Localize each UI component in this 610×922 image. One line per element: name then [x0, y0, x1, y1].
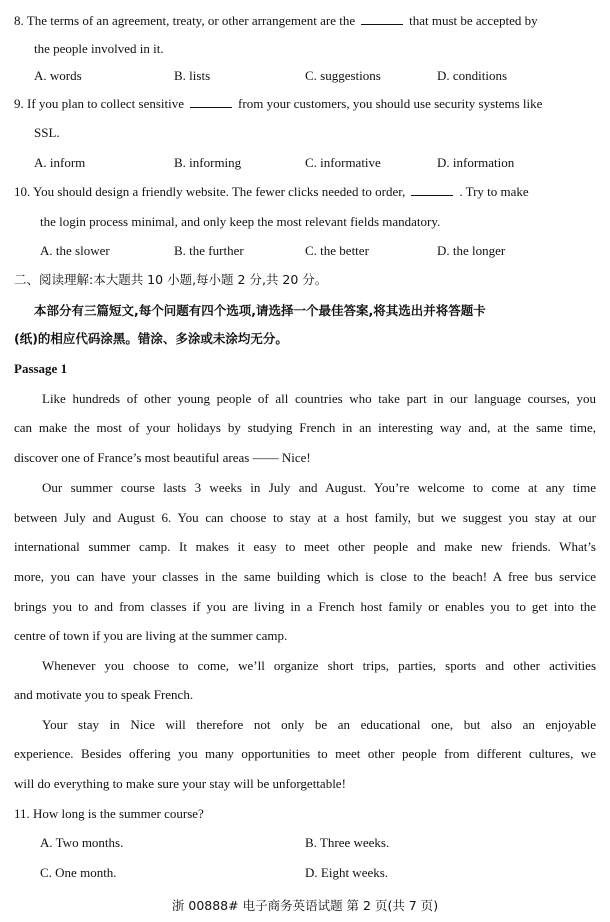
question-10-text-a: 10. You should design a friendly website. The fewer clicks needed to order, [14, 184, 406, 199]
question-10-text-b: . Try to make [459, 184, 529, 199]
question-10-option-b: B. the further [174, 243, 244, 258]
question-10-option-c: C. the better [305, 243, 369, 258]
passage-line: centre of town if you are living at the summer camp. [14, 628, 288, 643]
question-9-stem [14, 96, 542, 112]
question-8-option-a: A. words [34, 68, 82, 83]
section-instructions-line1: 本部分有三篇短文,每个问题有四个选项,请选择一个最佳答案,将其选出并将答题卡 [34, 303, 486, 318]
passage-line: and motivate you to speak French. [14, 687, 194, 702]
passage-line: Your stay in Nice will therefore not only be an educational one, but also an enjoyable [42, 717, 596, 732]
question-9-option-d: D. information [437, 155, 515, 170]
question-8-text-a: 8. The terms of an agreement, treaty, or other arrangement are the [14, 13, 356, 28]
question-9-option-c: C. informative [305, 155, 381, 170]
question-9-text-b: from your customers, you should use security systems like [238, 96, 543, 111]
passage-line: between July and August 6. You can choose to stay at a host family, but we suggest you stay at our [14, 510, 596, 525]
passage-line: Like hundreds of other young people of all countries who take part in our language courses, you [42, 391, 596, 406]
question-10-stem [14, 184, 529, 200]
question-10-stem-cont: the login process minimal, and only keep the most relevant fields mandatory. [40, 214, 441, 229]
section-instructions-line2: (纸)的相应代码涂黑。错涂、多涂或未涂均无分。 [14, 331, 288, 346]
question-10-option-a: A. the slower [40, 243, 110, 258]
question-11-option-d: D. Eight weeks. [305, 865, 389, 880]
question-8-option-c: C. suggestions [305, 68, 381, 83]
passage-line: can make the most of your holidays by studying French in an interesting way and, at the same time, [14, 420, 596, 435]
question-11-option-a: A. Two months. [40, 835, 124, 850]
question-8-stem [14, 13, 538, 29]
answer-blank [361, 14, 403, 25]
question-8-text-b: that must be accepted by [409, 13, 538, 28]
passage-line: international summer camp. It makes it easy to meet other people and make new friends. What’s [14, 539, 596, 554]
question-11-option-c: C. One month. [40, 865, 117, 880]
question-9-option-a: A. inform [34, 155, 86, 170]
passage-line: more, you can have your classes in the same building which is close to the beach! A free bus service [14, 569, 596, 584]
passage-line: Our summer course lasts 3 weeks in July and August. You’re welcome to come at any time [42, 480, 596, 495]
passage-title: Passage 1 [14, 361, 68, 376]
question-8-stem-cont: the people involved in it. [34, 41, 164, 56]
question-11-option-b: B. Three weeks. [305, 835, 390, 850]
passage-line: Whenever you choose to come, we’ll organize short trips, parties, sports and other activities [42, 658, 596, 673]
passage-line: brings you to and from classes if you are living in a French host family or enables you to get into the [14, 599, 596, 614]
passage-line: will do everything to make sure your stay will be unforgettable! [14, 776, 346, 791]
question-9-text-a: 9. If you plan to collect sensitive [14, 96, 185, 111]
question-9-option-b: B. informing [174, 155, 242, 170]
question-8-option-d: D. conditions [437, 68, 508, 83]
passage-line: experience. Besides offering you many opportunities to meet other people from different cultures, we [14, 746, 596, 761]
answer-blank [411, 185, 453, 196]
question-11-stem: 11. How long is the summer course? [14, 806, 204, 821]
section-heading: 二、阅读理解:本大题共 10 小题,每小题 2 分,共 20 分。 [14, 272, 328, 287]
question-9-stem-cont: SSL. [34, 125, 60, 140]
passage-line: discover one of France’s most beautiful areas —— Nice! [14, 450, 311, 465]
question-8-option-b: B. lists [174, 68, 211, 83]
page-footer: 浙 00888# 电子商务英语试题 第 2 页(共 7 页) [171, 898, 439, 913]
answer-blank [190, 97, 232, 108]
question-10-option-d: D. the longer [437, 243, 506, 258]
